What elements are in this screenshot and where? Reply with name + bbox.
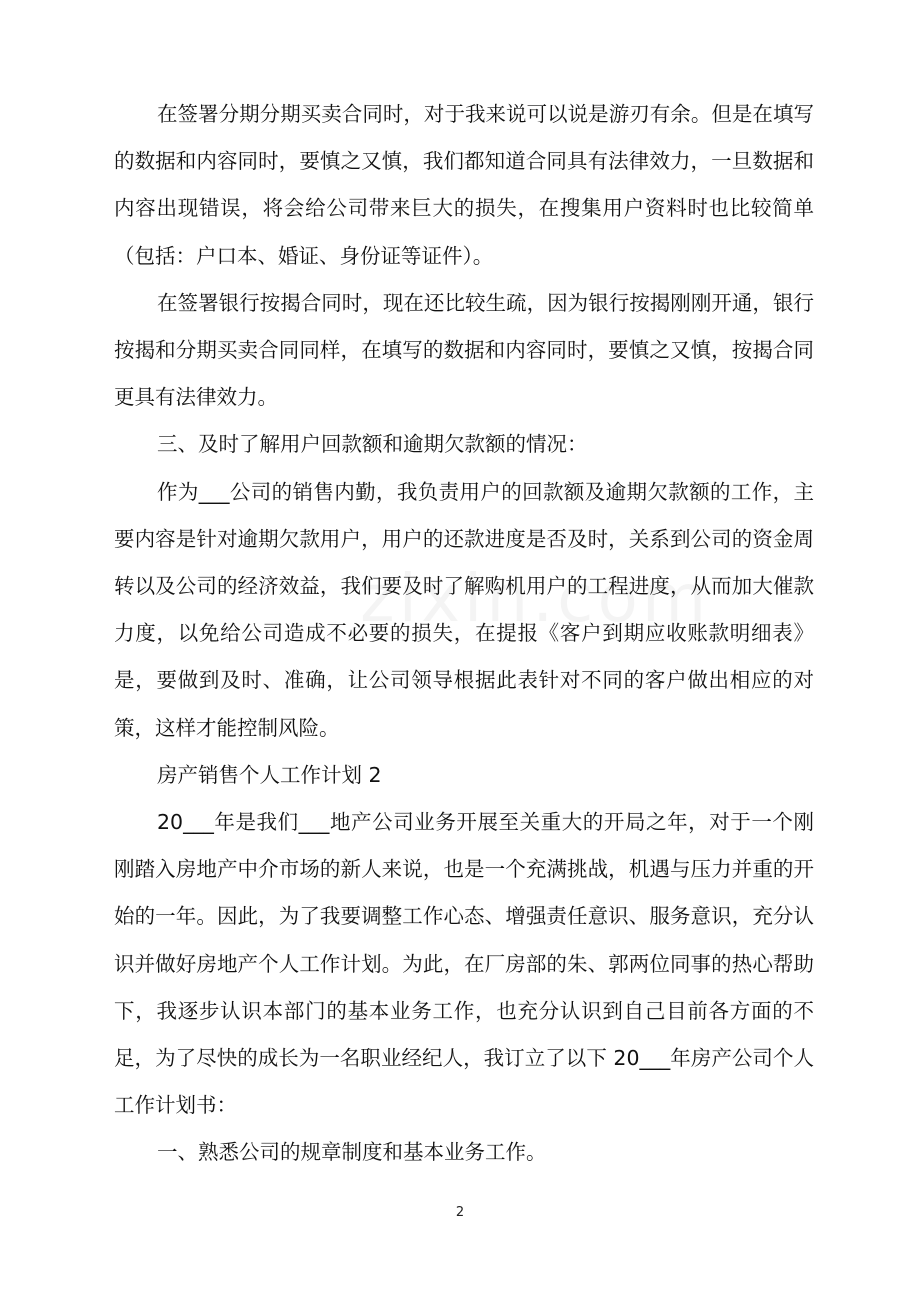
section-title-work-plan-2: 房产销售个人工作计划 2 <box>157 762 382 787</box>
document-body <box>114 91 814 1177</box>
section-heading-payment-status: 三、及时了解用户回款额和逾期欠款额的情况： <box>157 432 588 457</box>
paragraph-installment-contract: 在签署分期分期买卖合同时，对于我来说可以说是游刃有余。但是在填写的数据和内容同时，要慎之又慎，我们都知道合同具有法律效力，一旦数据和内容出现错误，将会给公司带来巨大的损失，在搜集用户资料时也比较简单（包括：户口本、婚证、身份证等证件）。 <box>114 102 814 268</box>
paragraph-bank-mortgage-contract: 在签署银行按揭合同时，现在还比较生疏，因为银行按揭刚刚开通，银行按揭和分期买卖合同同样，在填写的数据和内容同时，要慎之又慎，按揭合同更具有法律效力。 <box>114 290 814 410</box>
section-heading-company-rules: 一、熟悉公司的规章制度和基本业务工作。 <box>157 1140 547 1165</box>
page-number: 2 <box>455 1205 465 1220</box>
paragraph-sales-clerk-duties: 作为___公司的销售内勤，我负责用户的回款额及逾期欠款额的工作，主要内容是针对逾期欠款用户，用户的还款进度是否及时，关系到公司的资金周转以及公司的经济效益，我们要及时了解购机用户的工程进度，从而加大催款力度，以免给公司造成不必要的损失，在提报《客户到期应收账款明细表》是，要做到及时、准确，让公司领导根据此表针对不同的客户做出相应的对策，这样才能控制风险。 <box>114 479 814 740</box>
paragraph-annual-plan-intro: 20___年是我们___地产公司业务开展至关重大的开局之年，对于一个刚刚踏入房地产中介市场的新人来说，也是一个充满挑战，机遇与压力并重的开始的一年。因此，为了我要调整工作心态、增强责任意识、服务意识，充分认识并做好房地产个人工作计划。为此，在厂房部的朱、郭两位同事的热心帮助下，我逐步认识本部门的基本业务工作，也充分认识到自己目前各方面的不足，为了尽快的成长为一名职业经纪人，我订立了以下 20___年房产公司个人工作计划书： <box>114 810 814 1118</box>
